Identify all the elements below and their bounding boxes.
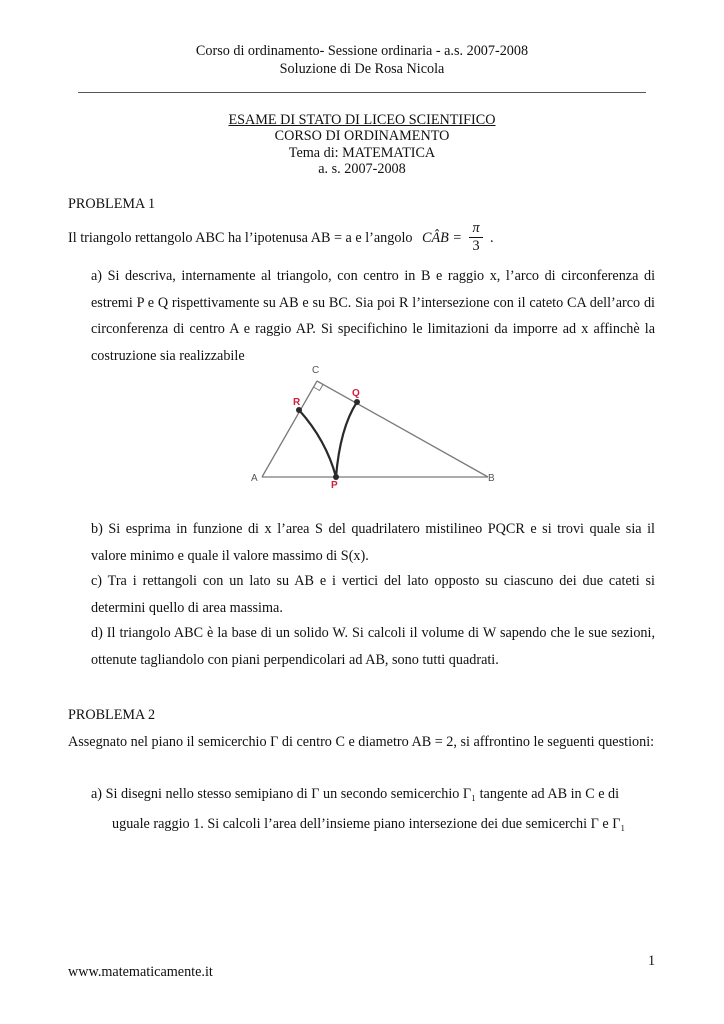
label-C: C — [312, 365, 320, 376]
problem1-part-d: d) Il triangolo ABC è la base di un solido W. Si calcoli il volume di W sapendo che le sue sezioni, ottenute tagliandolo con piani perpendicolari ad AB, sono tutti quadrati. — [91, 625, 655, 668]
label-R: R — [293, 397, 301, 408]
side-AC — [262, 381, 317, 477]
footer-url[interactable]: www.matematicamente.it — [68, 964, 213, 980]
exam-subject: Tema di: MATEMATICA — [288, 145, 436, 161]
exam-course: CORSO DI ORDINAMENTO — [274, 128, 450, 144]
angle-denominator: 3 — [472, 238, 480, 254]
label-Q: Q — [352, 388, 360, 399]
problem1-heading: PROBLEMA 1 — [68, 196, 156, 212]
point-Q — [354, 399, 360, 405]
exam-year: a. s. 2007-2008 — [318, 161, 406, 177]
problem2-part-a-line1: a) Si disegni nello stesso semipiano di Γ un secondo semicerchio Γ₁ tangente ad AB in C e di — [91, 786, 620, 802]
problem2-a-label: a) — [91, 786, 103, 802]
problem1-part-b: b) Si esprima in funzione di x l’area S del quadrilatero mistilineo PQCR e si trovi quale sia il valore minimo e quale il valore massimo di S(x). — [91, 521, 655, 564]
label-P: P — [331, 480, 338, 490]
angle-numerator: π — [472, 220, 480, 236]
label-A: A — [251, 473, 258, 484]
side-BC — [317, 381, 488, 477]
problem1-intro — [68, 230, 462, 247]
problem1-intro-text: Il triangolo rettangolo ABC ha l’ipotenusa AB = a e l’angolo — [68, 230, 413, 246]
running-header-line1: Corso di ordinamento- Sessione ordinaria - a.s. 2007-2008 — [195, 43, 529, 59]
arc-PQ — [336, 402, 357, 477]
angle-expression: CÂB = — [422, 230, 462, 246]
page-number: 1 — [648, 953, 656, 969]
label-B: B — [488, 473, 495, 484]
problem2-part-a-line2: uguale raggio 1. Si calcoli l’area dell’insieme piano intersezione dei due semicerchi Γ e Γ₁ — [112, 816, 626, 832]
problem2-part-a — [91, 781, 655, 837]
header-divider — [78, 92, 646, 93]
problem2-intro: Assegnato nel piano il semicerchio Γ di centro C e diametro AB = 2, si affrontino le seguenti questioni: — [68, 734, 655, 750]
problem1-part-c: c) Tra i rettangoli con un lato su AB e i vertici del lato opposto su ciascuno dei due cateti si determini quello di area massima. — [91, 573, 655, 616]
exam-title: ESAME DI STATO DI LICEO SCIENTIFICO — [228, 112, 496, 128]
part-a-text: Si descriva, internamente al triangolo, con centro in B e raggio x, l’arco di circonferenza di estremi P e Q rispettivamente su AB e su BC. Sia poi R l’intersezione con il cateto CA dell’arco di circonferenza di centro A e raggio AP. Si specifichino le limitazioni da imporre ad x affinchè la costruzione sia realizzabile — [91, 268, 656, 364]
arc-RP — [299, 410, 336, 477]
angle-fraction — [469, 220, 483, 254]
triangle-figure — [248, 360, 498, 490]
running-header-line2: Soluzione di De Rosa Nicola — [279, 61, 445, 77]
problem2-heading: PROBLEMA 2 — [68, 707, 156, 723]
part-a-label: a) — [91, 268, 103, 284]
problem1-part-a — [91, 263, 655, 369]
angle-period: . — [490, 230, 494, 246]
